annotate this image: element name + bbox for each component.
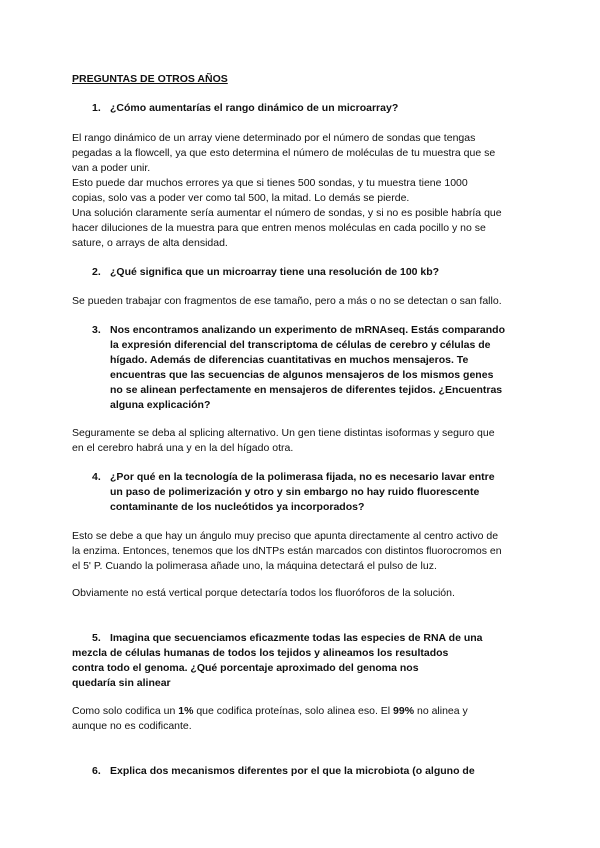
percent-1: 1% — [178, 705, 194, 717]
question-text: ¿Qué significa que un microarray tiene una resolución de 100 kb? — [110, 266, 440, 278]
answer-line: El rango dinámico de un array viene determinado por el número de sondas que tengas — [72, 132, 476, 144]
question-number: 3. — [92, 324, 101, 336]
answer-line: en el cerebro habrá una y en la del hígado otra. — [72, 442, 294, 454]
answer-text: Como solo codifica un — [72, 705, 179, 717]
question-line: contaminante de los nucleótidos ya incorporados? — [110, 501, 365, 513]
answer-line: van a poder unir. — [72, 162, 151, 174]
answer-line: aunque no es codificante. — [72, 720, 192, 732]
answer-line: Esto puede dar muchos errores ya que si tienes 500 sondas, y tu muestra tiene 1000 — [72, 177, 468, 189]
answer-line: copias, solo vas a poder ver como tal 500, la mitad. Lo demás se pierde. — [72, 192, 410, 204]
answer-line: Seguramente se deba al splicing alternativo. Un gen tiene distintas isoformas y seguro que — [72, 427, 495, 439]
question-number: 5. — [92, 632, 101, 644]
answer-line: el 5' P. Cuando la polimerasa añade uno, la máquina detectará el pulso de luz. — [72, 560, 437, 572]
question-line: quedaría sin alinear — [72, 677, 171, 689]
answer-line: Se pueden trabajar con fragmentos de ese tamaño, pero a más o no se detectan o san fallo. — [72, 295, 502, 307]
answer-line: hacer diluciones de la muestra para que entren menos moléculas en cada pocillo y no se — [72, 222, 486, 234]
question-line: contra todo el genoma. ¿Qué porcentaje aproximado del genoma nos — [72, 662, 419, 674]
page-title: PREGUNTAS DE OTROS AÑOS — [72, 73, 228, 85]
answer-text: no alinea y — [414, 705, 468, 717]
question-number: 6. — [92, 765, 101, 777]
question-line: Nos encontramos analizando un experimento de mRNAseq. Estás comparando — [110, 324, 506, 336]
question-text: Explica dos mecanismos diferentes por el que la microbiota (o alguno de — [110, 765, 475, 777]
question-line: hígado. Además de diferencias cuantitativas en muchos mensajeros. Te — [110, 354, 469, 366]
question-line: la expresión diferencial del transcriptoma de células de cerebro y células de — [110, 339, 491, 351]
percent-99: 99% — [393, 705, 415, 717]
question-line: un paso de polimerización y otro y sin embargo no hay ruido fluorescente — [110, 486, 480, 498]
answer-text: que codifica proteínas, solo alinea eso. El — [193, 705, 394, 717]
question-text: ¿Cómo aumentarías el rango dinámico de un microarray? — [110, 102, 399, 114]
answer-line: Esto se debe a que hay un ángulo muy preciso que apunta directamente al centro activo de — [72, 530, 499, 542]
question-line: ¿Por qué en la tecnología de la polimerasa fijada, no es necesario lavar entre — [110, 471, 495, 483]
question-number: 2. — [92, 266, 101, 278]
answer-line: sature, o arrays de alta densidad. — [72, 237, 228, 249]
answer-line: pegadas a la flowcell, ya que esto determina el número de moléculas de tu muestra que se — [72, 147, 496, 159]
question-line: Imagina que secuenciamos eficazmente todas las especies de RNA de una — [110, 632, 483, 644]
answer-line: Una solución claramente sería aumentar el número de sondas, y si no es posible habría que — [72, 207, 502, 219]
question-line: mezcla de células humanas de todos los tejidos y alineamos los resultados — [72, 647, 449, 659]
question-number: 1. — [92, 102, 101, 114]
answer-line: la enzima. Entonces, tenemos que los dNTPs están marcados con distintos fluorocromos en — [72, 545, 502, 557]
answer-line: Obviamente no está vertical porque detectaría todos los fluoróforos de la solución. — [72, 587, 455, 599]
question-line: no se alinean perfectamente en mensajeros de diferentes tejidos. ¿Encuentras — [110, 384, 503, 396]
answer-line — [72, 704, 468, 719]
question-number: 4. — [92, 471, 101, 483]
question-line: encuentras que las secuencias de algunos mensajeros de los mismos genes — [110, 369, 494, 381]
question-line: alguna explicación? — [110, 399, 211, 411]
